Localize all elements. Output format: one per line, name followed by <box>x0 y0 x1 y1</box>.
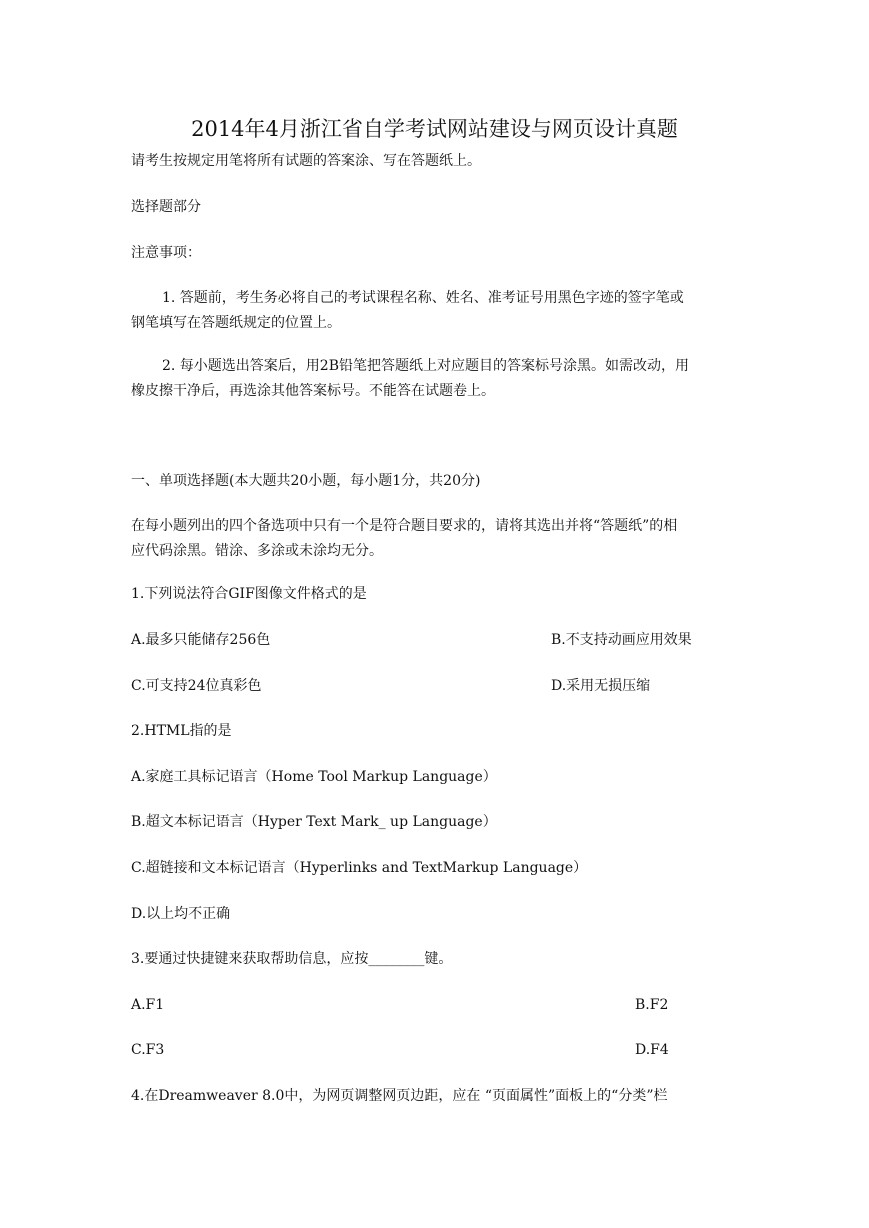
question-1-option-a: A.最多只能储存256色 <box>131 632 271 648</box>
notice-item-2-line-1: 2. 每小题选出答案后，用2B铅笔把答题纸上对应题目的答案标号涂黑。如需改动，用 <box>162 358 690 374</box>
question-2-option-a: A.家庭工具标记语言（Home Tool Markup Language） <box>131 769 497 785</box>
question-3-stem: 3.要通过快捷键来获取帮助信息，应按________键。 <box>131 951 453 967</box>
question-1-option-b: B.不支持动画应用效果 <box>551 632 692 648</box>
question-2-stem: 2.HTML指的是 <box>131 723 232 739</box>
question-2-option-b: B.超文本标记语言（Hyper Text Mark_ up Language） <box>131 814 497 830</box>
question-3-option-a: A.F1 <box>131 997 165 1013</box>
question-3-option-b: B.F2 <box>635 997 669 1013</box>
part-instructions-line-1: 在每小题列出的四个备选项中只有一个是符合题目要求的，请将其选出并将“答题纸”的相 <box>131 518 678 534</box>
question-4-stem: 4.在Dreamweaver 8.0中，为网页调整网页边距，应在 “页面属性”面板上的“分类”栏 <box>131 1088 668 1104</box>
question-2-option-c: C.超链接和文本标记语言（Hyperlinks and TextMarkup Language） <box>131 860 588 876</box>
question-2-option-d: D.以上均不正确 <box>131 906 231 922</box>
question-1-stem: 1.下列说法符合GIF图像文件格式的是 <box>131 586 367 602</box>
question-1-option-c: C.可支持24位真彩色 <box>131 678 262 694</box>
notice-item-1-line-1: 1. 答题前，考生务必将自己的考试课程名称、姓名、准考证号用黑色字迹的签字笔或 <box>162 290 684 306</box>
question-1-option-d: D.采用无损压缩 <box>551 678 651 694</box>
page-title: 2014年4月浙江省自学考试网站建设与网页设计真题 <box>191 117 678 141</box>
notice-heading: 注意事项： <box>131 245 201 261</box>
part-instructions-line-2: 应代码涂黑。错涂、多涂或未涂均无分。 <box>131 543 383 559</box>
section-heading: 选择题部分 <box>131 199 201 215</box>
notice-item-1-line-2: 钢笔填写在答题纸规定的位置上。 <box>131 315 341 331</box>
question-3-option-d: D.F4 <box>635 1042 669 1058</box>
notice-item-2-line-2: 橡皮擦干净后，再选涂其他答案标号。不能答在试题卷上。 <box>131 383 495 399</box>
intro-text: 请考生按规定用笔将所有试题的答案涂、写在答题纸上。 <box>131 153 481 169</box>
question-3-option-c: C.F3 <box>131 1042 165 1058</box>
part-heading: 一、单项选择题(本大题共20小题，每小题1分，共20分) <box>131 473 481 489</box>
